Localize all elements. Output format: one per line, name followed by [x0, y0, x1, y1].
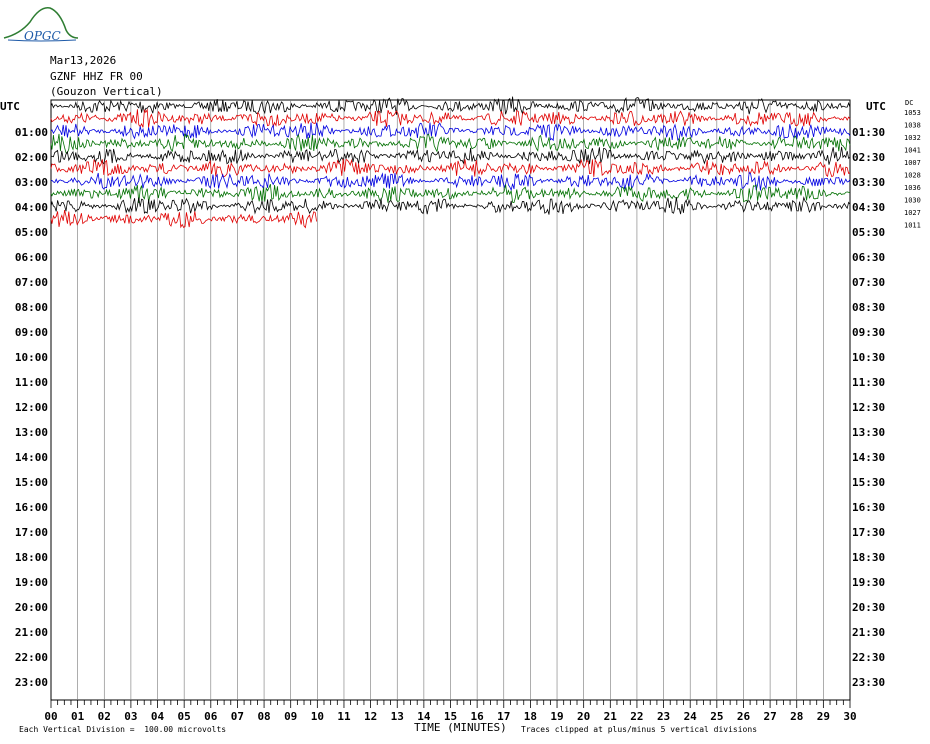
dc-label: 1032 [904, 134, 921, 142]
x-tick-label: 22 [630, 710, 644, 723]
x-tick-label: 15 [443, 710, 458, 723]
dc-label: 1011 [904, 221, 921, 230]
trace-line [51, 210, 317, 228]
y-label-left: 08:00 [14, 301, 48, 314]
x-tick-label: 30 [843, 710, 857, 723]
y-label-right: 22:30 [852, 651, 886, 664]
y-label-left: 17:00 [14, 526, 48, 539]
dc-label: 1053 [904, 109, 921, 117]
y-label-left: 11:00 [14, 376, 48, 389]
y-label-right: 12:30 [852, 401, 886, 414]
y-label-right: 13:30 [852, 426, 886, 439]
x-tick-label: 28 [790, 710, 804, 723]
x-tick-label: 01 [71, 710, 85, 723]
x-tick-label: 27 [763, 710, 777, 723]
y-label-right: 18:30 [852, 551, 886, 564]
y-label-left: 23:00 [14, 676, 48, 689]
x-tick-label: 05 [177, 710, 191, 723]
right-utc-title: UTC [866, 100, 886, 113]
y-label-left: 04:00 [14, 201, 48, 214]
y-label-right: 15:30 [852, 476, 886, 489]
y-label-right: 05:30 [852, 226, 886, 239]
y-label-right: 03:30 [852, 176, 886, 189]
y-label-right: 16:30 [852, 501, 886, 514]
y-label-right: 20:30 [852, 601, 886, 614]
x-tick-label: 02 [97, 710, 111, 723]
x-tick-label: 03 [124, 710, 138, 723]
x-tick-label: 14 [417, 710, 431, 723]
y-label-right: 08:30 [852, 301, 886, 314]
y-label-right: 14:30 [852, 451, 886, 464]
y-label-right: 09:30 [852, 326, 886, 339]
x-tick-label: 11 [337, 710, 351, 723]
y-label-right: 07:30 [852, 276, 886, 289]
logo-text: OPGC [24, 29, 61, 43]
x-tick-label: 25 [710, 710, 724, 723]
dc-label: 1038 [904, 121, 921, 130]
dc-label: 1030 [904, 196, 921, 205]
x-tick-label: 23 [656, 710, 671, 723]
y-label-right: 17:30 [852, 526, 886, 539]
y-label-right: 04:30 [852, 201, 886, 214]
dc-label: 1041 [904, 146, 921, 155]
time-grid [51, 100, 850, 700]
x-tick-label: 00 [44, 710, 58, 723]
x-tick-label: 09 [284, 710, 298, 723]
x-tick-label: 21 [603, 710, 617, 723]
y-label-left: 10:00 [14, 351, 48, 364]
dc-label: 1028 [904, 171, 921, 180]
y-label-left: 19:00 [14, 576, 48, 589]
x-tick-label: 13 [390, 710, 404, 723]
clip-note: Traces clipped at plus/minus 5 vertical divisions [521, 725, 758, 734]
left-utc-title: UTC [0, 100, 20, 113]
y-label-right: 02:30 [852, 151, 886, 164]
x-tick-label: 26 [736, 710, 751, 723]
y-label-left: 21:00 [14, 626, 48, 639]
x-tick-label: 29 [816, 710, 830, 723]
y-label-left: 20:00 [14, 601, 48, 614]
x-axis-title: TIME (MINUTES) [414, 721, 507, 734]
y-label-right: 23:30 [852, 676, 886, 689]
x-tick-label: 24 [683, 710, 697, 723]
scale-note: Each Vertical Division = 100.00 microvolts [19, 725, 227, 734]
x-tick-label: 16 [470, 710, 484, 723]
y-label-left: 13:00 [14, 426, 48, 439]
x-tick-label: 04 [150, 710, 165, 723]
y-label-left: 05:00 [14, 226, 48, 239]
y-label-right: 06:30 [852, 251, 886, 264]
x-tick-label: 08 [257, 710, 271, 723]
x-tick-label: 17 [497, 710, 511, 723]
x-tick-label: 19 [550, 710, 564, 723]
dc-labels [904, 109, 921, 230]
y-label-left: 07:00 [14, 276, 48, 289]
y-label-right: 21:30 [852, 626, 886, 639]
station-label: GZNF HHZ FR 00 [50, 70, 143, 83]
x-tick-label: 20 [577, 710, 591, 723]
date-label: Mar13,2026 [50, 54, 117, 67]
dc-label: 1036 [904, 184, 921, 192]
y-label-right: 01:30 [852, 126, 886, 139]
x-axis [44, 700, 856, 723]
y-label-left: 01:00 [14, 126, 48, 139]
y-label-left: 22:00 [14, 651, 48, 664]
y-label-left: 16:00 [14, 501, 48, 514]
y-label-right: 11:30 [852, 376, 886, 389]
dc-title: DC [905, 99, 914, 107]
y-label-left: 06:00 [14, 251, 48, 264]
x-tick-label: 07 [230, 710, 245, 723]
y-label-left: 12:00 [14, 401, 48, 414]
y-label-left: 14:00 [14, 451, 48, 464]
location-label: (Gouzon Vertical) [50, 85, 163, 98]
x-tick-label: 10 [310, 710, 324, 723]
y-label-left: 09:00 [14, 326, 48, 339]
y-label-right: 10:30 [852, 351, 886, 364]
dc-label: 1007 [904, 159, 921, 167]
y-label-left: 18:00 [14, 551, 48, 564]
x-tick-label: 18 [523, 710, 538, 723]
y-axis-labels [15, 126, 885, 689]
x-tick-label: 12 [363, 710, 378, 723]
y-label-left: 15:00 [14, 476, 48, 489]
dc-label: 1027 [904, 209, 921, 217]
y-label-left: 03:00 [14, 176, 48, 189]
y-label-left: 02:00 [14, 151, 48, 164]
x-tick-label: 06 [204, 710, 218, 723]
y-label-right: 19:30 [852, 576, 886, 589]
